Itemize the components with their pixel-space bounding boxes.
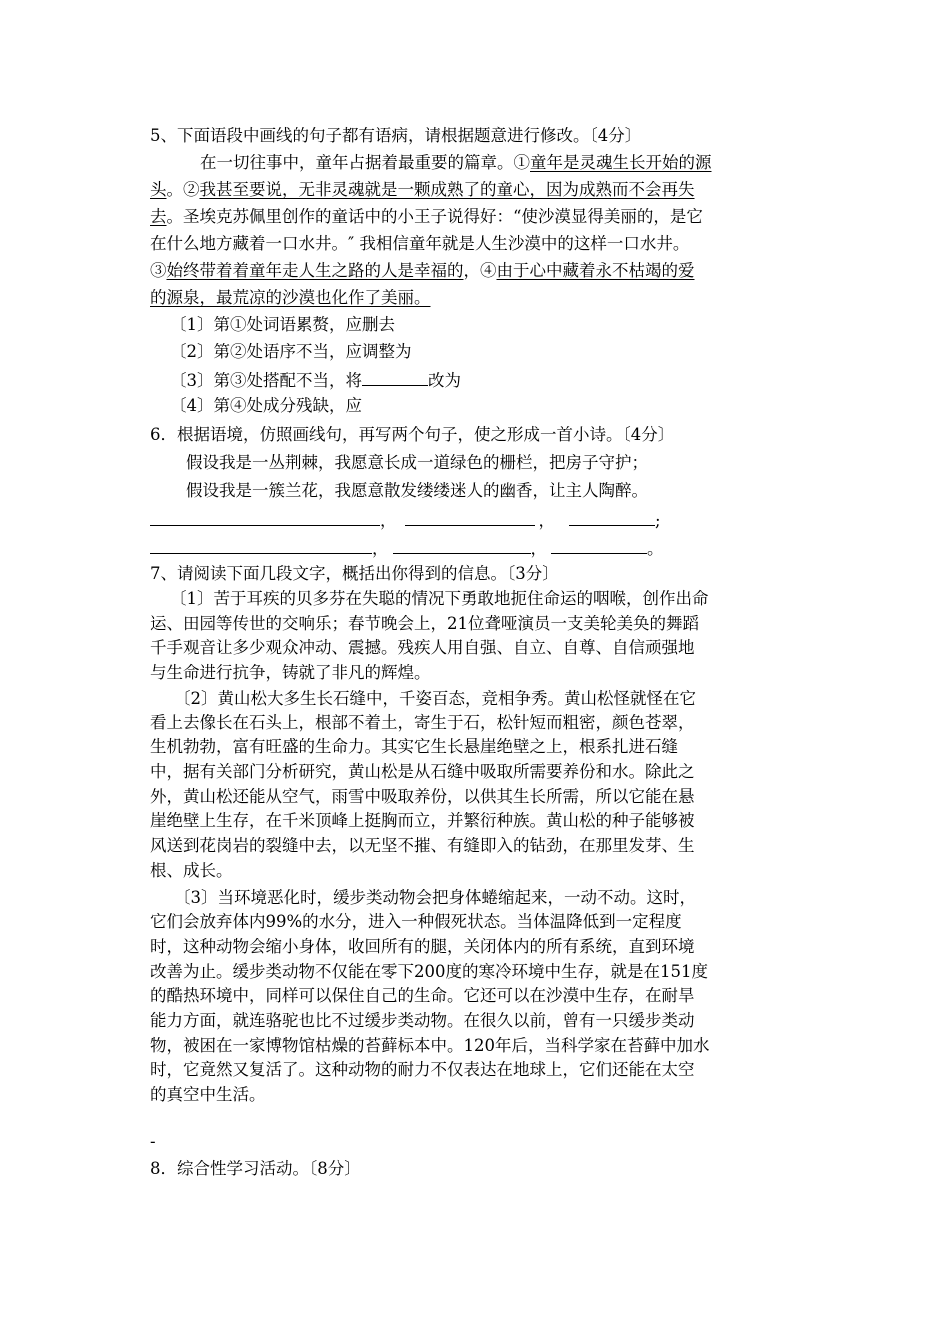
q6-poem-line-1: 假设我是一丛荆棘，我愿意长成一道绿色的栅栏，把房子守护； [186, 453, 648, 472]
q5-sub-3: 〔3〕第③处搭配不当，将 改为 [170, 367, 461, 391]
q8-title: 8．综合性学习活动。〔8分〕 [150, 1159, 361, 1178]
q5-passage-line: 头。②我甚至要说，无非灵魂就是一颗成熟了的童心，因为成熟而不会再失 [150, 180, 695, 199]
underlined-sentence-2: 去 [150, 207, 167, 226]
q7-passage-line: 看上去像长在石头上，根部不着土，寄生于石，松针短而粗密，颜色苍翠， [150, 713, 695, 732]
q7-passage-line: 〔3〕当环境恶化时，缓步类动物会把身体蜷缩起来，一动不动。这时， [174, 888, 696, 907]
q5-passage-line: 在一切往事中，童年占据着最重要的篇章。①童年是灵魂生长开始的源 [200, 153, 712, 172]
q7-passage-line: 生机勃勃，富有旺盛的生命力。其实它生长悬崖绝壁之上，根系扎进石缝 [150, 737, 678, 756]
q7-passage-line: 崖绝壁上生存，在千米顶峰上挺胸而立，并繁衍种族。黄山松的种子能够被 [150, 811, 695, 830]
underlined-sentence-2: 我甚至要说，无非灵魂就是一颗成熟了的童心，因为成熟而不会再失 [199, 180, 695, 199]
q7-passage-line: 能力方面，就连骆驼也比不过缓步类动物。在很久以前，曾有一只缓步类动 [150, 1011, 695, 1030]
answer-blank [405, 507, 535, 526]
q7-passage-line: 时，这种动物会缩小身体，收回所有的腿，关闭体内的所有系统，直到环境 [150, 937, 695, 956]
q6-title: 6．根据语境，仿照画线句，再写两个句子，使之形成一首小诗。〔4分〕 [150, 425, 675, 444]
q7-passage-line: 改善为止。缓步类动物不仅能在零下200度的寒冷环境中生存，就是在151度 [150, 962, 708, 981]
q5-passage-line: 在什么地方藏着一口水井。″ 我相信童年就是人生沙漠中的这样一口水井。 [150, 234, 690, 253]
q6-answer-line-2: ， ， 。 [150, 535, 664, 559]
q7-passage-line: 〔1〕苦于耳疾的贝多芬在失聪的情况下勇敢地扼住命运的咽喉，创作出命 [170, 589, 709, 608]
q7-passage-line: 的酷热环境中，同样可以保住自己的生命。它还可以在沙漠中生存，在耐旱 [150, 986, 695, 1005]
answer-blank [362, 367, 428, 386]
separator-dash: - [150, 1132, 156, 1151]
q7-passage-line: 外，黄山松还能从空气，雨雪中吸取养份，以供其生长所需，所以它能在悬 [150, 787, 695, 806]
underlined-sentence-4: 的源泉，最荒凉的沙漠也化作了美丽。 [150, 288, 431, 307]
q6-answer-line-1: ， ， ; [150, 507, 661, 531]
q7-passage-line: 〔2〕黄山松大多生长石缝中，千姿百态，竞相争秀。黄山松怪就怪在它 [174, 689, 696, 708]
underlined-sentence-3: 始终带着着童年走人生之路的人是幸福的 [166, 261, 464, 280]
q6-poem-line-2: 假设我是一簇兰花，我愿意散发缕缕迷人的幽香，让主人陶醉。 [186, 481, 648, 500]
q7-passage-line: 中，据有关部门分析研究，黄山松是从石缝中吸取所需要养份和水。除此之 [150, 762, 695, 781]
q5-title: 5、下面语段中画线的句子都有语病，请根据题意进行修改。〔4分〕 [150, 126, 642, 145]
q7-passage-line: 的真空中生活。 [150, 1085, 266, 1104]
underlined-sentence-4: 由于心中藏着永不枯竭的爱 [496, 261, 695, 280]
q7-passage-line: 物，被困在一家博物馆枯燥的苔藓标本中。120年后，当科学家在苔藓中加水 [150, 1036, 710, 1055]
q7-passage-line: 它们会放弃体内99%的水分，进入一种假死状态。当体温降低到一定程度 [150, 912, 682, 931]
q5-sub-4: 〔4〕第④处成分残缺，应 [170, 396, 362, 415]
q7-passage-line: 千手观音让多少观众冲动、震撼。残疾人用自强、自立、自尊、自信顽强地 [150, 638, 695, 657]
q7-passage-line: 与生命进行抗争，铸就了非凡的辉煌。 [150, 663, 431, 682]
q7-passage-line: 根、成长。 [150, 861, 233, 880]
q7-title: 7、请阅读下面几段文字，概括出你得到的信息。〔3分〕 [150, 564, 559, 583]
answer-blank [393, 535, 531, 554]
underlined-sentence-1: 童年是灵魂生长开始的源 [530, 153, 712, 172]
q7-passage-line: 时，它竟然又复活了。这种动物的耐力不仅表达在地球上，它们还能在太空 [150, 1060, 695, 1079]
answer-blank [150, 535, 372, 554]
q5-passage-line [150, 286, 431, 310]
q5-passage-line: ③始终带着着童年走人生之路的人是幸福的，④由于心中藏着永不枯竭的爱 [150, 261, 695, 280]
answer-blank [551, 535, 647, 554]
q5-sub-1: 〔1〕第①处词语累赘，应删去 [170, 315, 395, 334]
underlined-sentence-1: 头 [150, 180, 167, 199]
q7-passage-line: 运、田园等传世的交响乐；春节晚会上，21位聋哑演员一支美轮美奂的舞蹈 [150, 614, 699, 633]
q5-sub-2: 〔2〕第②处语序不当，应调整为 [170, 342, 412, 361]
q7-passage-line: 风送到花岗岩的裂缝中去，以无坚不摧、有缝即入的钻劲，在那里发芽、生 [150, 836, 695, 855]
answer-blank [569, 507, 655, 526]
q5-passage-line: 去。圣埃克苏佩里创作的童话中的小王子说得好：“使沙漠显得美丽的，是它 [150, 207, 703, 226]
answer-blank [150, 507, 380, 526]
